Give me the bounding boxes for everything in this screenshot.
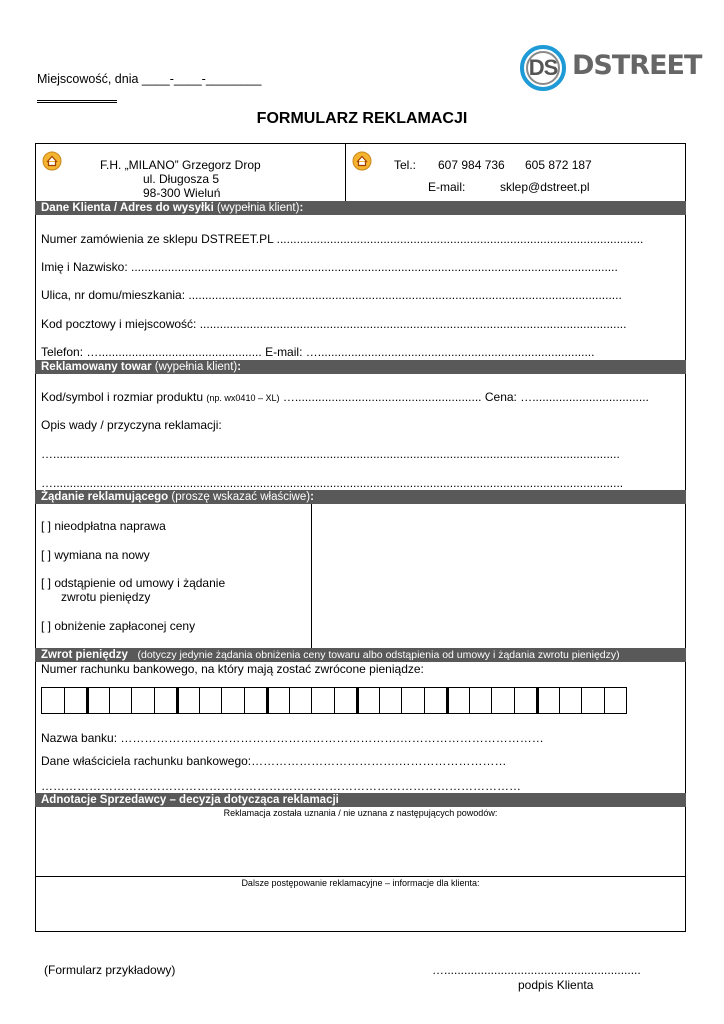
phone-email-field[interactable]: Telefon: …................................................. E-mail: …................................................................................... — [41, 345, 595, 359]
account-digit-cell[interactable] — [424, 687, 448, 714]
account-digit-cell[interactable] — [334, 687, 358, 714]
defect-line-1[interactable]: ….......................................................................................................................................................................... — [41, 447, 620, 461]
demand-section-title: Żądanie reklamującego — [41, 491, 169, 503]
account-digit-cell[interactable] — [154, 687, 178, 714]
account-digit-cell[interactable] — [469, 687, 493, 714]
account-digit-cell[interactable] — [491, 687, 515, 714]
tel-2: 605 872 187 — [525, 158, 592, 172]
account-label: Numer rachunku bankowego, na który mają zostać zwrócone pieniądze: — [41, 662, 424, 676]
seller-section-header: Adnotacje Sprzedawcy – decyzja dotycząca reklamacji — [35, 793, 686, 807]
account-digit-cell[interactable] — [199, 687, 223, 714]
tel-label: Tel.: — [394, 158, 417, 172]
account-digit-cell[interactable] — [64, 687, 88, 714]
demand-divider — [311, 504, 312, 648]
page-title: FORMULARZ REKLAMACJI — [256, 110, 468, 127]
defect-line-2[interactable]: …........................................................................................................................................................................... — [41, 476, 624, 490]
street-field[interactable]: Ulica, nr domu/mieszkania: .................................................................................................................................. — [41, 288, 622, 302]
account-digit-cell[interactable] — [289, 687, 313, 714]
order-number-field[interactable]: Numer zamówienia ze sklepu DSTREET.PL .............................................................................................................. — [41, 232, 644, 246]
header-rule-2 — [37, 102, 117, 103]
signature-field[interactable]: …........................................................... — [432, 963, 641, 977]
tel-1: 607 984 736 — [438, 158, 505, 172]
option-withdrawal[interactable]: [ ] odstąpienie od umowy i żądanie — [41, 576, 226, 590]
product-section-note: (wypełnia klient) — [154, 361, 238, 373]
option-price-reduction[interactable]: [ ] obniżenie zapłaconej ceny — [41, 619, 196, 633]
header-rule — [37, 100, 117, 101]
logo-mark: DS — [528, 55, 558, 80]
client-section-note: (wypełnia klient) — [216, 202, 300, 214]
account-digit-cell[interactable] — [311, 687, 335, 714]
seller-city: 98-300 Wieluń — [143, 186, 221, 200]
seller-divider — [35, 876, 686, 877]
product-code-label: Kod/symbol i rozmiar produktu — [41, 390, 204, 404]
demand-section-colon: : — [310, 491, 314, 503]
account-digit-cell[interactable] — [581, 687, 605, 714]
account-digit-cell[interactable] — [109, 687, 133, 714]
header-divider — [345, 143, 346, 201]
defect-label: Opis wady / przyczyna reklamacji: — [41, 418, 222, 432]
sample-note: (Formularz przykładowy) — [44, 963, 176, 977]
client-section-header — [35, 201, 686, 215]
account-digit-cell[interactable] — [604, 687, 628, 714]
refund-section-header — [35, 648, 686, 662]
place-date-field[interactable]: Miejscowość, dnia ____-____-________ — [37, 72, 262, 86]
account-digit-cell[interactable] — [356, 687, 380, 714]
option-withdrawal-cont: zwrotu pieniędzy — [61, 590, 151, 604]
account-digit-cell[interactable] — [86, 687, 110, 714]
product-section-title: Reklamowany towar — [41, 361, 152, 373]
account-digit-cell[interactable] — [41, 687, 65, 714]
full-name-field[interactable]: Imię i Nazwisko: .................................................................................................................................................. — [41, 260, 618, 274]
refund-section-title: Zwrot pieniędzy — [41, 649, 128, 661]
house-icon-2 — [352, 151, 372, 176]
logo-text: DSTREET — [572, 50, 702, 81]
account-digit-cell[interactable] — [446, 687, 470, 714]
email-label: E-mail: — [428, 180, 466, 194]
seller-street: ul. Długosza 5 — [143, 172, 220, 186]
option-free-repair[interactable]: [ ] nieodpłatna naprawa — [41, 519, 166, 533]
client-section-title: Dane Klienta / Adres do wysyłki — [41, 202, 214, 214]
account-digit-cell[interactable] — [221, 687, 245, 714]
account-owner-line-2[interactable]: ………………………………………………………………………………………………………… — [41, 779, 521, 793]
account-digit-cell[interactable] — [514, 687, 538, 714]
account-digit-cell[interactable] — [379, 687, 403, 714]
account-digit-cell[interactable] — [176, 687, 200, 714]
account-owner-field[interactable]: Dane właściciela rachunku bankowego:……………………………….……………………… — [41, 754, 507, 768]
decision-label: Reklamacja została uznania / nie uznana z następujących powodów: — [223, 808, 498, 818]
account-digit-cell[interactable] — [536, 687, 560, 714]
email-value: sklep@dstreet.pl — [500, 180, 590, 194]
account-digit-cell[interactable] — [401, 687, 425, 714]
product-code-dots: …........................................................ Cena: …................................... — [282, 390, 649, 404]
further-steps-label: Dalsze postępowanie reklamacyjne – informacje dla klienta: — [241, 878, 480, 888]
signature-label: podpis Klienta — [518, 978, 594, 992]
account-digit-cell[interactable] — [131, 687, 155, 714]
bank-name-field[interactable]: Nazwa banku: …………………………………………………………….……………………………… — [41, 731, 544, 745]
account-digit-cell[interactable] — [559, 687, 583, 714]
demand-section-header — [35, 490, 686, 504]
account-digit-cell[interactable] — [244, 687, 268, 714]
seller-name: F.H. „MILANO” Grzegorz Drop — [100, 158, 261, 172]
house-icon — [42, 151, 62, 176]
product-code-example: (np. wx0410 – XL) — [206, 393, 280, 403]
client-section-colon: : — [299, 202, 304, 214]
account-digit-cell[interactable] — [266, 687, 290, 714]
dstreet-logo — [519, 44, 567, 92]
postal-city-field[interactable]: Kod pocztowy i miejscowość: ................................................................................................................................ — [41, 317, 627, 331]
demand-section-note: (proszę wskazać właściwe) — [171, 491, 311, 503]
product-code-field[interactable] — [41, 390, 649, 404]
product-section-colon: : — [237, 361, 242, 373]
refund-section-note: (dotyczy jedynie żądania obniżenia ceny towaru albo odstąpienia od umowy i żądania zwrotu pieniędzy) — [137, 649, 620, 661]
product-section-header — [35, 360, 686, 374]
option-replacement[interactable]: [ ] wymiana na nowy — [41, 548, 150, 562]
